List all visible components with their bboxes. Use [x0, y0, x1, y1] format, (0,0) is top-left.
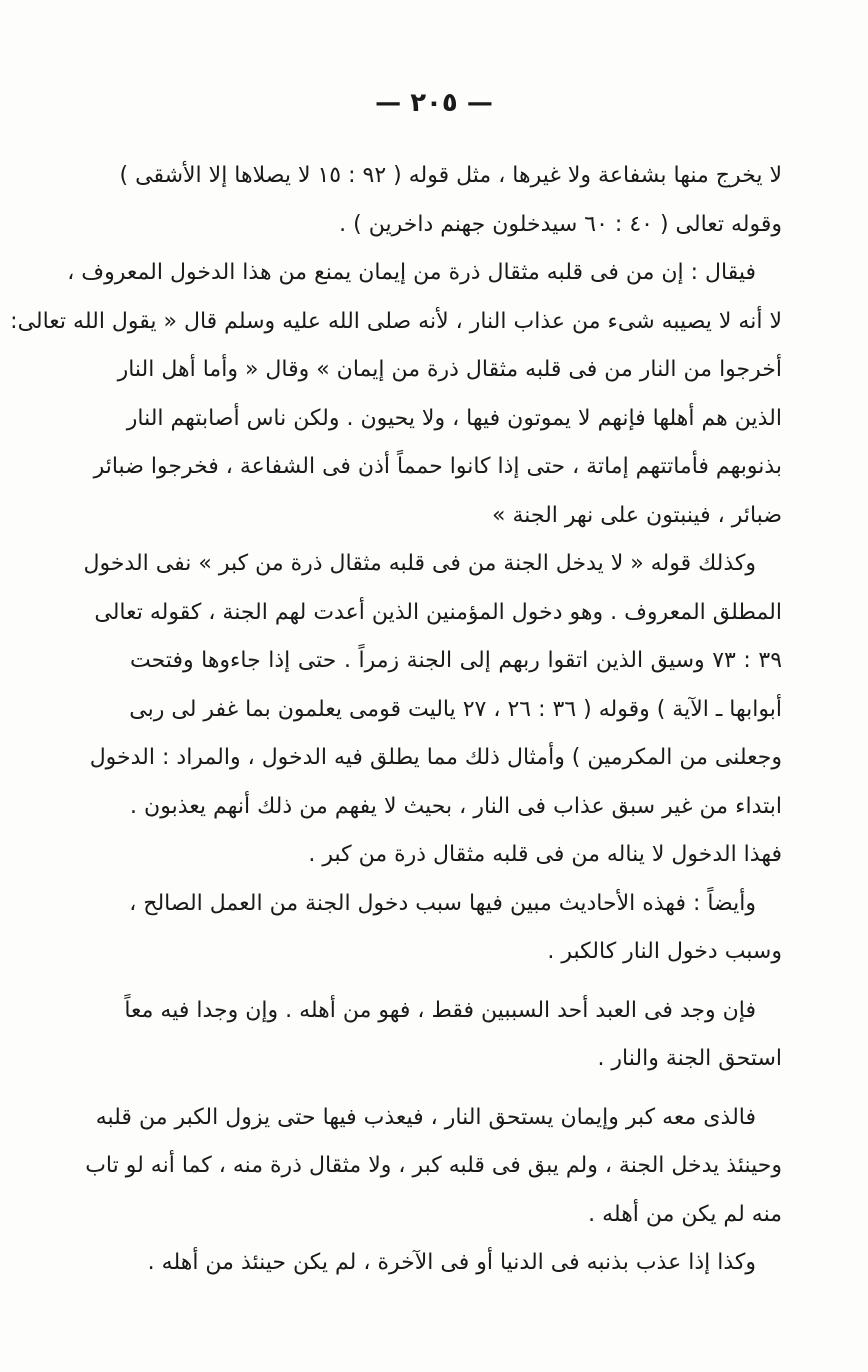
text-line: لا أنه لا يصيبه شىء من عذاب النار ، لأنه صلى الله عليه وسلم قال « يقول الله تعالى: — [10, 308, 782, 334]
text-line: فيقال : إن من فى قلبه مثقال ذرة من إيمان يمنع من هذا الدخول المعروف ، — [67, 260, 756, 285]
text-line: فالذى معه كبر وإيمان يستحق النار ، فيعذب فيها حتى يزول الكبر من قلبه — [95, 1104, 756, 1130]
text-line: ضبائر ، فينبتون على نهر الجنة » — [492, 502, 782, 528]
page-number: — ٢٠٥ — — [375, 88, 493, 118]
text-line: وقوله تعالى ( ٤٠ : ٦٠ سيدخلون جهنم داخرين ) . — [339, 211, 782, 237]
text-line: ٣٩ : ٧٣ وسيق الذين اتقوا ربهم إلى الجنة زمراً . حتى إذا جاءوها وفتحت — [130, 648, 783, 673]
text-line: استحق الجنة والنار . — [597, 1046, 782, 1071]
text-line: فهذا الدخول لا يناله من فى قلبه مثقال ذرة من كبر . — [308, 842, 782, 867]
text-line: بذنوبهم فأماتتهم إماتة ، حتى إذا كانوا حمماً أذن فى الشفاعة ، فخرجوا ضبائر — [93, 454, 782, 479]
text-line: وجعلنى من المكرمين ) وأمثال ذلك مما يطلق فيه الدخول ، والمراد : الدخول — [89, 745, 782, 770]
body-text — [10, 152, 783, 1288]
text-line: منه لم يكن من أهله . — [588, 1201, 782, 1227]
text-line: وأيضاً : فهذه الأحاديث مبين فيها سبب دخول الجنة من العمل الصالح ، — [129, 890, 756, 916]
text-line: وكذلك قوله « لا يدخل الجنة من فى قلبه مثقال ذرة من كبر » نفى الدخول — [83, 551, 756, 576]
text-line: فإن وجد فى العبد أحد السببين فقط ، فهو من أهله . وإن وجدا فيه معاً — [124, 997, 756, 1023]
text-line: المطلق المعروف . وهو دخول المؤمنين الذين أعدت لهم الجنة ، كقوله تعالى — [94, 599, 782, 625]
text-line: أخرجوا من النار من فى قلبه مثقال ذرة من إيمان » وقال « وأما أهل النار — [117, 357, 782, 382]
text-line: الذين هم أهلها فإنهم لا يموتون فيها ، ولا يحيون . ولكن ناس أصابتهم النار — [126, 405, 782, 431]
text-line: وسبب دخول النار كالكبر . — [547, 939, 782, 964]
text-line: وكذا إذا عذب بذنبه فى الدنيا أو فى الآخرة ، لم يكن حينئذ من أهله . — [147, 1250, 756, 1275]
text-line: لا يخرج منها بشفاعة ولا غيرها ، مثل قوله ( ٩٢ : ١٥ لا يصلاها إلا الأشقى ) — [119, 163, 782, 188]
text-line: أبوابها ـ الآية ) وقوله ( ٣٦ : ٢٦ ، ٢٧ ياليت قومى يعلمون بما غفر لى ربى — [129, 696, 782, 722]
text-line: ابتداء من غير سبق عذاب فى النار ، بحيث لا يفهم من ذلك أنهم يعذبون . — [130, 793, 782, 819]
text-line: وحينئذ يدخل الجنة ، ولم يبق فى قلبه كبر ، ولا مثقال ذرة منه ، كما أنه لو تاب — [85, 1153, 782, 1178]
